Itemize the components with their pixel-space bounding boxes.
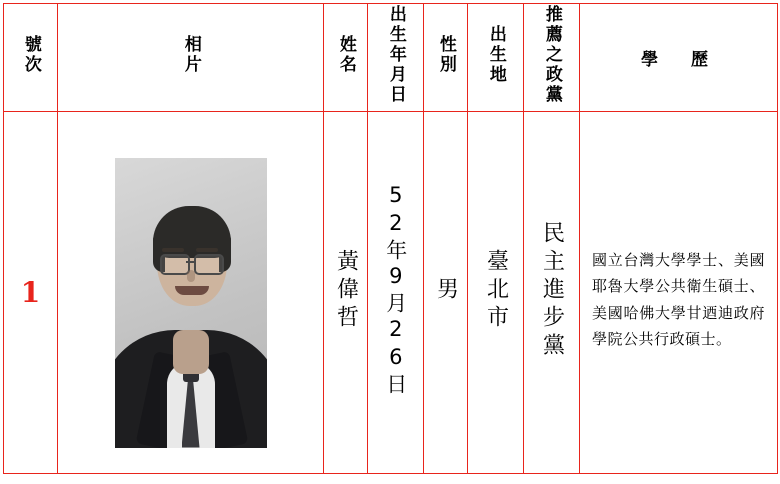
header-number-label: 號次 <box>20 35 41 75</box>
header-sex-label: 性別 <box>435 35 456 75</box>
header-education <box>580 4 778 112</box>
portrait-glasses-right <box>194 254 224 275</box>
header-photo <box>58 4 324 112</box>
header-education-label: 學 歷 <box>641 50 716 70</box>
header-sex <box>424 4 468 112</box>
portrait-glasses-left <box>160 254 190 275</box>
portrait-nose <box>187 270 195 282</box>
header-birthdate-label: 出生年月日 <box>385 5 406 105</box>
cell-birthdate <box>368 112 424 474</box>
candidate-table <box>3 3 778 474</box>
header-birthplace <box>468 4 524 112</box>
cell-birthplace <box>468 112 524 474</box>
cell-name <box>324 112 368 474</box>
header-name-label: 姓名 <box>335 35 356 75</box>
candidate-photo <box>115 144 267 442</box>
portrait-image <box>115 158 267 448</box>
candidate-information-sheet <box>0 3 780 484</box>
candidate-party: 民主進步黨 <box>539 220 565 361</box>
header-birthplace-label: 出生地 <box>485 25 506 85</box>
candidate-birthdate: 52年9月26日 <box>383 183 408 398</box>
candidate-sex: 男 <box>433 276 459 305</box>
header-party-label: 推薦之政黨 <box>541 5 562 105</box>
cell-number: 1 <box>4 112 58 474</box>
cell-sex <box>424 112 468 474</box>
header-birthdate <box>368 4 424 112</box>
header-name <box>324 4 368 112</box>
candidate-name: 黃偉哲 <box>333 248 359 333</box>
cell-education <box>580 112 778 474</box>
cell-party <box>524 112 580 474</box>
header-photo-label: 相片 <box>180 35 201 75</box>
cell-photo <box>58 112 324 474</box>
header-party <box>524 4 580 112</box>
portrait-neck <box>173 330 209 374</box>
candidate-birthplace: 臺北市 <box>483 248 509 333</box>
portrait-mouth <box>175 286 209 295</box>
table-header-row <box>4 4 778 112</box>
portrait-eyebrow-left <box>162 248 184 252</box>
table-row <box>4 112 778 474</box>
portrait-glasses-bridge <box>186 261 194 263</box>
portrait-eyebrow-right <box>196 248 218 252</box>
candidate-education: 國立台灣大學學士、美國耶魯大學公共衛生碩士、美國哈佛大學甘迺迪政府學院公共行政碩士。 <box>592 251 765 348</box>
header-number <box>4 4 58 112</box>
